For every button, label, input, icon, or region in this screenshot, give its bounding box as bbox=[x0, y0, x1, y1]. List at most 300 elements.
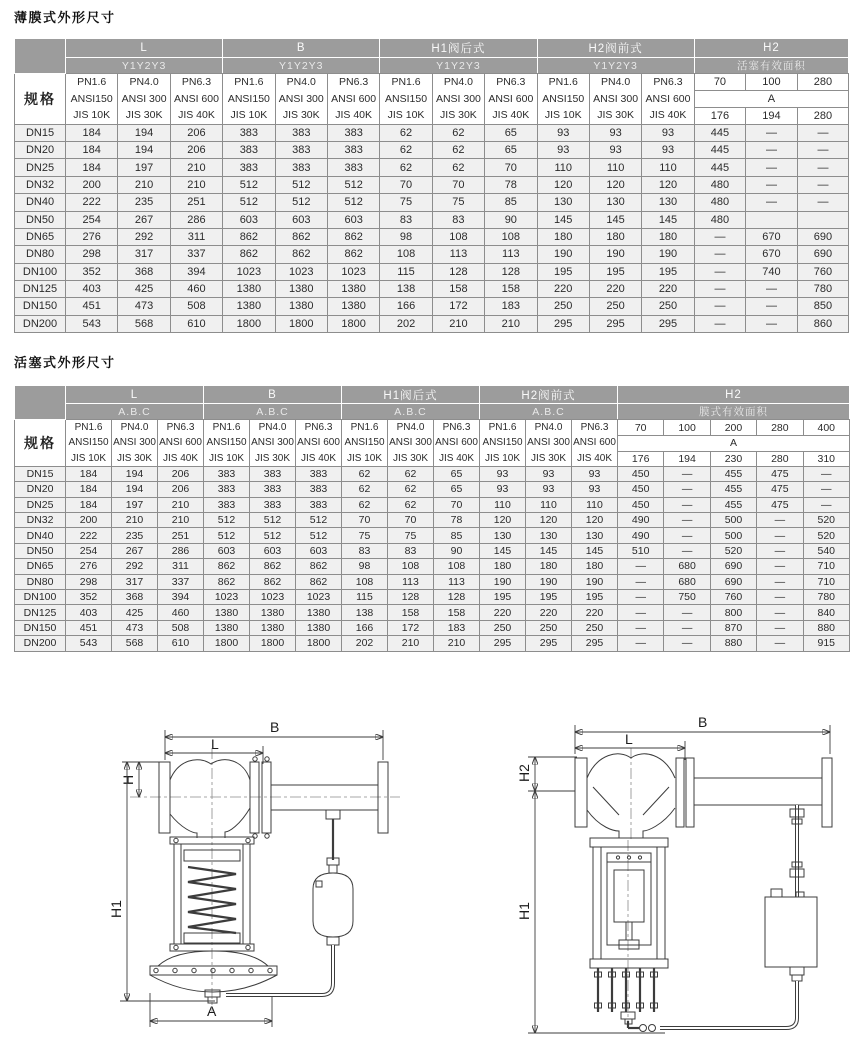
dimension-value-cell: 235 bbox=[118, 194, 170, 211]
dimension-value-cell: 860 bbox=[797, 315, 849, 332]
dimension-value-cell: 383 bbox=[250, 497, 296, 512]
dimension-value-cell: 145 bbox=[572, 543, 618, 558]
dimension-value-cell: 250 bbox=[572, 620, 618, 635]
pressure-rating-line: JIS 40K bbox=[649, 109, 687, 122]
valve-body bbox=[159, 757, 388, 838]
dimension-value-cell: 451 bbox=[66, 620, 112, 635]
dimension-value-cell: 98 bbox=[342, 559, 388, 574]
dimension-value-cell: 70 bbox=[432, 176, 484, 193]
piston-actuator bbox=[590, 838, 668, 1024]
dimension-value-cell: 83 bbox=[380, 211, 432, 228]
pressure-rating-line: PN1.6 bbox=[212, 422, 241, 433]
dimension-value-cell: — bbox=[797, 176, 849, 193]
a-label-cell: A bbox=[694, 91, 849, 107]
pressure-rating-cell bbox=[296, 420, 342, 467]
dimension-value-cell: 254 bbox=[66, 543, 112, 558]
dimension-value-cell: 62 bbox=[380, 124, 432, 141]
pressure-rating-cell bbox=[642, 74, 694, 125]
dimension-value-cell: 520 bbox=[803, 513, 849, 528]
dimension-value-cell: 194 bbox=[112, 482, 158, 497]
dimension-value-cell: 195 bbox=[589, 263, 641, 280]
dimension-value-cell: 295 bbox=[572, 636, 618, 651]
pressure-rating-line: PN6.3 bbox=[166, 422, 195, 433]
dimension-value-cell: 75 bbox=[342, 528, 388, 543]
pressure-rating-cell bbox=[589, 74, 641, 125]
dimension-value-cell: — bbox=[797, 142, 849, 159]
dimension-value-cell: 110 bbox=[526, 497, 572, 512]
dimension-value-cell: 206 bbox=[170, 142, 222, 159]
dimension-value-cell: 460 bbox=[158, 605, 204, 620]
dimension-value-cell: 383 bbox=[223, 142, 275, 159]
dimension-value-cell: 180 bbox=[480, 559, 526, 574]
dimension-value-cell: 120 bbox=[572, 513, 618, 528]
dimension-value-cell: 70 bbox=[380, 176, 432, 193]
dimension-value-cell: — bbox=[694, 315, 746, 332]
dimension-value-cell: 108 bbox=[485, 228, 537, 245]
dimension-value-cell: — bbox=[746, 315, 798, 332]
dimension-value-cell: 145 bbox=[537, 211, 589, 228]
dimension-value-cell: 862 bbox=[275, 228, 327, 245]
pressure-rating-line: ANSI 300 bbox=[121, 92, 167, 105]
dimension-value-cell: 194 bbox=[112, 466, 158, 481]
dimension-value-cell: 220 bbox=[642, 280, 694, 297]
dimension-value-cell: 93 bbox=[480, 482, 526, 497]
table-row bbox=[15, 228, 849, 245]
pressure-tank-and-piping bbox=[226, 810, 353, 995]
pressure-rating-line: ANSI150 bbox=[70, 92, 113, 105]
dimension-value-cell: 710 bbox=[803, 574, 849, 589]
dimension-value-cell: 760 bbox=[797, 263, 849, 280]
dimension-value-cell: 292 bbox=[118, 228, 170, 245]
dimension-value-cell: 425 bbox=[118, 280, 170, 297]
column-subgroup-header: A.B.C bbox=[204, 404, 342, 420]
pressure-rating-line: ANSI150 bbox=[482, 437, 523, 449]
table-row bbox=[15, 559, 850, 574]
dimension-value-cell: 512 bbox=[204, 528, 250, 543]
dimension-value-cell: 1023 bbox=[204, 590, 250, 605]
effective-area-cell: 194 bbox=[664, 451, 710, 466]
pressure-rating-cell bbox=[432, 74, 484, 125]
pressure-rating-line: JIS 30K bbox=[254, 452, 291, 464]
dimension-value-cell: 70 bbox=[342, 513, 388, 528]
dimension-value-cell: 508 bbox=[158, 620, 204, 635]
pressure-rating-line: ANSI 300 bbox=[389, 437, 432, 449]
dimension-value-cell: 251 bbox=[170, 194, 222, 211]
dimension-value-cell: 383 bbox=[250, 482, 296, 497]
dimension-value-cell: 108 bbox=[388, 559, 434, 574]
dimension-value-cell: 1023 bbox=[275, 263, 327, 280]
pressure-rating-line: JIS 40K bbox=[335, 109, 373, 122]
dimension-value-cell: 543 bbox=[66, 636, 112, 651]
dimension-value-cell: 65 bbox=[434, 466, 480, 481]
row-spec-cell: DN50 bbox=[15, 543, 66, 558]
dimension-value-cell: 120 bbox=[537, 176, 589, 193]
dimension-value-cell: 510 bbox=[618, 543, 664, 558]
dim-label-h: H bbox=[120, 774, 136, 785]
dimension-value-cell: 403 bbox=[66, 605, 112, 620]
dimension-value-cell: — bbox=[618, 559, 664, 574]
row-spec-cell: DN50 bbox=[15, 211, 66, 228]
dimension-value-cell: 222 bbox=[66, 194, 118, 211]
dimension-value-cell: 298 bbox=[66, 574, 112, 589]
dimension-value-cell: 93 bbox=[642, 142, 694, 159]
pressure-rating-cell bbox=[380, 74, 432, 125]
dimension-value-cell: — bbox=[797, 124, 849, 141]
row-spec-cell: DN65 bbox=[15, 559, 66, 574]
dimension-value-cell: 603 bbox=[204, 543, 250, 558]
dimension-value-cell: 180 bbox=[537, 228, 589, 245]
dimension-value-cell: 108 bbox=[432, 228, 484, 245]
pressure-rating-line: PN1.6 bbox=[77, 76, 107, 88]
dimension-value-cell: 862 bbox=[204, 559, 250, 574]
dimension-value-cell: 206 bbox=[158, 466, 204, 481]
dimension-value-cell: 445 bbox=[694, 124, 746, 141]
dimension-value-cell: 90 bbox=[485, 211, 537, 228]
dimension-value-cell: — bbox=[746, 142, 798, 159]
pressure-rating-line: PN4.0 bbox=[601, 76, 631, 88]
dimension-value-cell: 190 bbox=[526, 574, 572, 589]
dimension-value-cell: 195 bbox=[642, 263, 694, 280]
pressure-rating-line: ANSI 600 bbox=[573, 437, 616, 449]
table-row bbox=[15, 620, 850, 635]
dimension-value-cell: 184 bbox=[66, 159, 118, 176]
table-row bbox=[15, 482, 850, 497]
row-spec-cell: DN15 bbox=[15, 124, 66, 141]
actuator-size-cell: 70 bbox=[694, 74, 746, 91]
column-group-header: H2阀前式 bbox=[537, 39, 694, 58]
dimension-value-cell: — bbox=[618, 605, 664, 620]
pressure-rating-line: JIS 30K bbox=[440, 109, 477, 122]
dimension-value-cell: 295 bbox=[589, 315, 641, 332]
dimension-value-cell: 383 bbox=[275, 142, 327, 159]
dimension-value-cell: 1380 bbox=[223, 280, 275, 297]
dimension-value-cell: 235 bbox=[112, 528, 158, 543]
dimension-value-cell: 512 bbox=[250, 513, 296, 528]
column-subgroup-header: A.B.C bbox=[342, 404, 480, 420]
dimension-value-cell: 568 bbox=[112, 636, 158, 651]
dimension-value-cell: 145 bbox=[642, 211, 694, 228]
dimension-value-cell: 120 bbox=[480, 513, 526, 528]
centerlines bbox=[628, 748, 631, 1022]
dimension-value-cell: 690 bbox=[710, 574, 756, 589]
dimension-value-cell: 295 bbox=[642, 315, 694, 332]
dimension-value-cell: 508 bbox=[170, 298, 222, 315]
dimension-value-cell: 254 bbox=[66, 211, 118, 228]
dimension-value-cell: — bbox=[618, 574, 664, 589]
column-group-header: L bbox=[66, 386, 204, 404]
dimension-value-cell: 130 bbox=[526, 528, 572, 543]
dimension-value-cell: 120 bbox=[642, 176, 694, 193]
dimension-value-cell: 115 bbox=[342, 590, 388, 605]
dimension-value-cell: 512 bbox=[223, 194, 275, 211]
dimension-value-cell: — bbox=[746, 280, 798, 297]
dimension-value-cell: 113 bbox=[434, 574, 480, 589]
dimension-value-cell: 200 bbox=[66, 176, 118, 193]
pressure-rating-cell bbox=[250, 420, 296, 467]
dimension-value-cell: 145 bbox=[480, 543, 526, 558]
dimension-value-cell: 210 bbox=[434, 636, 480, 651]
dimension-value-cell: 862 bbox=[250, 574, 296, 589]
pressure-rating-line: ANSI 600 bbox=[645, 92, 691, 105]
row-spec-cell: DN65 bbox=[15, 228, 66, 245]
dimension-value-cell: — bbox=[618, 620, 664, 635]
dimension-value-cell: 862 bbox=[250, 559, 296, 574]
pressure-rating-line: PN1.6 bbox=[350, 422, 379, 433]
dimension-value-cell: 75 bbox=[380, 194, 432, 211]
pressure-rating-line: ANSI 600 bbox=[297, 437, 340, 449]
row-spec-cell: DN25 bbox=[15, 497, 66, 512]
pressure-rating-cell bbox=[572, 420, 618, 467]
pressure-rating-line: PN4.0 bbox=[396, 422, 425, 433]
dimension-value-cell: 473 bbox=[118, 298, 170, 315]
dimension-value-cell: — bbox=[746, 159, 798, 176]
dimension-value-cell: 1380 bbox=[275, 280, 327, 297]
dimension-value-cell: 206 bbox=[158, 482, 204, 497]
effective-area-cell: 194 bbox=[746, 107, 798, 124]
valve-body bbox=[575, 754, 832, 838]
dimension-value-cell bbox=[746, 211, 798, 228]
pressure-rating-line: JIS 40K bbox=[300, 452, 337, 464]
table-row bbox=[15, 466, 850, 481]
pressure-rating-line: JIS 10K bbox=[387, 109, 425, 122]
dimension-value-cell: — bbox=[797, 159, 849, 176]
pressure-rating-line: ANSI 300 bbox=[251, 437, 294, 449]
dimension-value-cell: 197 bbox=[112, 497, 158, 512]
dimension-value-cell: 210 bbox=[170, 159, 222, 176]
dimension-value-cell: 690 bbox=[710, 559, 756, 574]
dimension-value-cell: 383 bbox=[327, 159, 379, 176]
table-row bbox=[15, 543, 850, 558]
dimension-value-cell: 862 bbox=[275, 246, 327, 263]
pressure-rating-line: ANSI 300 bbox=[527, 437, 570, 449]
dimension-value-cell: 190 bbox=[589, 246, 641, 263]
column-group-header: H2 bbox=[618, 386, 850, 404]
dimension-value-cell: 1380 bbox=[250, 605, 296, 620]
dimension-value-cell: 543 bbox=[66, 315, 118, 332]
pressure-rating-line: PN6.3 bbox=[580, 422, 609, 433]
dimension-value-cell: 480 bbox=[694, 194, 746, 211]
pressure-rating-cell bbox=[66, 420, 112, 467]
dimension-value-cell: 1380 bbox=[327, 280, 379, 297]
dimension-value-cell: 383 bbox=[296, 497, 342, 512]
table-row bbox=[15, 574, 850, 589]
table-row bbox=[15, 124, 849, 141]
dimension-value-cell: 62 bbox=[388, 466, 434, 481]
pressure-rating-line: ANSI150 bbox=[68, 437, 109, 449]
dimension-value-cell: 62 bbox=[388, 497, 434, 512]
table-row bbox=[15, 590, 850, 605]
dimension-value-cell: 85 bbox=[434, 528, 480, 543]
dimension-value-cell: 1800 bbox=[296, 636, 342, 651]
dimension-value-cell: 915 bbox=[803, 636, 849, 651]
dimension-value-cell: 780 bbox=[797, 280, 849, 297]
dimension-value-cell: 128 bbox=[434, 590, 480, 605]
dimension-value-cell: 210 bbox=[112, 513, 158, 528]
table-row bbox=[15, 528, 850, 543]
actuator-size-cell: 280 bbox=[757, 420, 803, 436]
pressure-rating-line: PN1.6 bbox=[74, 422, 103, 433]
dimension-value-cell: 190 bbox=[480, 574, 526, 589]
dimension-value-cell: — bbox=[664, 528, 710, 543]
pressure-rating-line: ANSI 600 bbox=[331, 92, 377, 105]
actuator-size-cell: 200 bbox=[710, 420, 756, 436]
dimension-value-cell: 1023 bbox=[296, 590, 342, 605]
dimension-value-cell: — bbox=[664, 497, 710, 512]
pressure-rating-cell bbox=[170, 74, 222, 125]
dimension-value-cell: 880 bbox=[803, 620, 849, 635]
dimension-value-cell: 65 bbox=[485, 142, 537, 159]
dimension-value-cell: 298 bbox=[66, 246, 118, 263]
column-group-header: B bbox=[223, 39, 380, 58]
dimension-value-cell: 108 bbox=[434, 559, 480, 574]
column-group-header: H2阀前式 bbox=[480, 386, 618, 404]
column-group-header: H2 bbox=[694, 39, 849, 58]
row-spec-cell: DN32 bbox=[15, 513, 66, 528]
dimension-value-cell: 202 bbox=[380, 315, 432, 332]
dimension-value-cell: 383 bbox=[204, 466, 250, 481]
dimension-value-cell: 210 bbox=[432, 315, 484, 332]
pressure-rating-line: PN4.0 bbox=[286, 76, 316, 88]
dimension-value-cell: 128 bbox=[485, 263, 537, 280]
pressure-rating-line: ANSI 300 bbox=[278, 92, 324, 105]
dimension-value-cell: 512 bbox=[327, 176, 379, 193]
dimension-value-cell: 512 bbox=[327, 194, 379, 211]
dimension-value-cell: 110 bbox=[572, 497, 618, 512]
pressure-rating-cell bbox=[66, 74, 118, 125]
dimension-value-cell: 862 bbox=[223, 228, 275, 245]
pressure-rating-line: JIS 10K bbox=[346, 452, 383, 464]
dimension-value-cell: 317 bbox=[112, 574, 158, 589]
table-row bbox=[15, 176, 849, 193]
dimension-value-cell: 475 bbox=[757, 466, 803, 481]
dimension-value-cell: 75 bbox=[432, 194, 484, 211]
dimension-value-cell: 403 bbox=[66, 280, 118, 297]
dimension-value-cell: 286 bbox=[170, 211, 222, 228]
table-row bbox=[15, 159, 849, 176]
pressure-rating-line: PN6.3 bbox=[442, 422, 471, 433]
dimension-value-cell: 1800 bbox=[204, 636, 250, 651]
dimension-value-cell: 603 bbox=[275, 211, 327, 228]
dim-label-b: B bbox=[698, 714, 708, 730]
dimension-value-cell: — bbox=[803, 497, 849, 512]
dimension-value-cell: 62 bbox=[342, 482, 388, 497]
dimension-value-cell: 603 bbox=[327, 211, 379, 228]
dimension-value-cell: — bbox=[757, 590, 803, 605]
dimension-value-cell: 383 bbox=[204, 497, 250, 512]
pressure-rating-line: ANSI 300 bbox=[435, 92, 481, 105]
dimension-value-cell: 130 bbox=[537, 194, 589, 211]
dimension-value-cell: 450 bbox=[618, 482, 664, 497]
dimension-value-cell: 475 bbox=[757, 497, 803, 512]
pressure-rating-line: PN1.6 bbox=[391, 76, 421, 88]
dimension-value-cell: 251 bbox=[158, 528, 204, 543]
actuator-size-cell: 280 bbox=[797, 74, 849, 91]
pressure-rating-cell bbox=[223, 74, 275, 125]
dimension-value-cell: 520 bbox=[803, 528, 849, 543]
dimension-value-cell: 383 bbox=[204, 482, 250, 497]
dimension-value-cell: 180 bbox=[589, 228, 641, 245]
pressure-rating-line: JIS 10K bbox=[484, 452, 521, 464]
pressure-rating-line: ANSI 600 bbox=[488, 92, 534, 105]
dimension-value-cell: 276 bbox=[66, 228, 118, 245]
dimension-value-cell: — bbox=[694, 280, 746, 297]
pressure-rating-cell bbox=[537, 74, 589, 125]
dimension-value-cell: 78 bbox=[485, 176, 537, 193]
dimension-value-cell: 292 bbox=[112, 559, 158, 574]
dimension-value-cell: 455 bbox=[710, 466, 756, 481]
dimension-value-cell: 172 bbox=[388, 620, 434, 635]
dimension-value-cell: — bbox=[664, 636, 710, 651]
dimension-value-cell: 451 bbox=[66, 298, 118, 315]
dimension-value-cell: 113 bbox=[432, 246, 484, 263]
dimension-value-cell: 62 bbox=[388, 482, 434, 497]
dim-label-h1: H1 bbox=[108, 900, 124, 918]
dimension-value-cell: 1380 bbox=[275, 298, 327, 315]
table1-container bbox=[14, 38, 849, 333]
dimension-value-cell: 610 bbox=[158, 636, 204, 651]
dimension-value-cell: 65 bbox=[485, 124, 537, 141]
dimension-value-cell: 862 bbox=[327, 228, 379, 245]
dimension-value-cell: 276 bbox=[66, 559, 112, 574]
pressure-rating-cell bbox=[275, 74, 327, 125]
dimension-value-cell: 194 bbox=[118, 142, 170, 159]
dimension-value-cell: — bbox=[757, 513, 803, 528]
dimension-value-cell: 158 bbox=[485, 280, 537, 297]
pressure-rating-line: JIS 10K bbox=[544, 109, 582, 122]
pressure-rating-cell bbox=[118, 74, 170, 125]
table-row bbox=[15, 605, 850, 620]
pressure-rating-line: JIS 10K bbox=[230, 109, 268, 122]
dimension-value-cell: 75 bbox=[388, 528, 434, 543]
dimension-value-cell: 62 bbox=[342, 466, 388, 481]
dimension-value-cell: 250 bbox=[642, 298, 694, 315]
dimension-value-cell: — bbox=[694, 228, 746, 245]
dimension-value-cell: 383 bbox=[275, 124, 327, 141]
dimension-value-cell: 455 bbox=[710, 482, 756, 497]
column-subgroup-header: Y1Y2Y3 bbox=[66, 58, 223, 74]
pressure-rating-line: JIS 30K bbox=[530, 452, 567, 464]
dimension-value-cell: 158 bbox=[388, 605, 434, 620]
dim-label-l: L bbox=[211, 736, 219, 752]
row-spec-cell: DN20 bbox=[15, 142, 66, 159]
dimension-value-cell: 110 bbox=[642, 159, 694, 176]
dimension-value-cell: 172 bbox=[432, 298, 484, 315]
dimension-value-cell: 1380 bbox=[327, 298, 379, 315]
dimension-value-cell: 210 bbox=[118, 176, 170, 193]
dimension-value-cell: — bbox=[803, 466, 849, 481]
dimension-value-cell: 62 bbox=[432, 159, 484, 176]
dimension-value-cell: — bbox=[618, 590, 664, 605]
pressure-rating-line: ANSI150 bbox=[227, 92, 270, 105]
column-group-header: H1阀后式 bbox=[342, 386, 480, 404]
dimension-value-cell: 90 bbox=[434, 543, 480, 558]
dimension-value-cell: — bbox=[757, 620, 803, 635]
actuator-size-cell: 400 bbox=[803, 420, 849, 436]
dimension-value-cell: 145 bbox=[526, 543, 572, 558]
row-spec-cell: DN40 bbox=[15, 194, 66, 211]
dimension-value-cell: — bbox=[746, 124, 798, 141]
pressure-rating-line: JIS 40K bbox=[178, 109, 215, 122]
dimension-value-cell: 311 bbox=[158, 559, 204, 574]
dimension-value-cell: 512 bbox=[296, 513, 342, 528]
dimension-value-cell: 740 bbox=[746, 263, 798, 280]
row-spec-cell: DN125 bbox=[15, 605, 66, 620]
dimension-value-cell: 512 bbox=[275, 194, 327, 211]
dimension-value-cell: 130 bbox=[572, 528, 618, 543]
dimension-lines bbox=[108, 719, 383, 1027]
column-subgroup-header: A.B.C bbox=[480, 404, 618, 420]
pressure-rating-line: ANSI150 bbox=[385, 92, 428, 105]
